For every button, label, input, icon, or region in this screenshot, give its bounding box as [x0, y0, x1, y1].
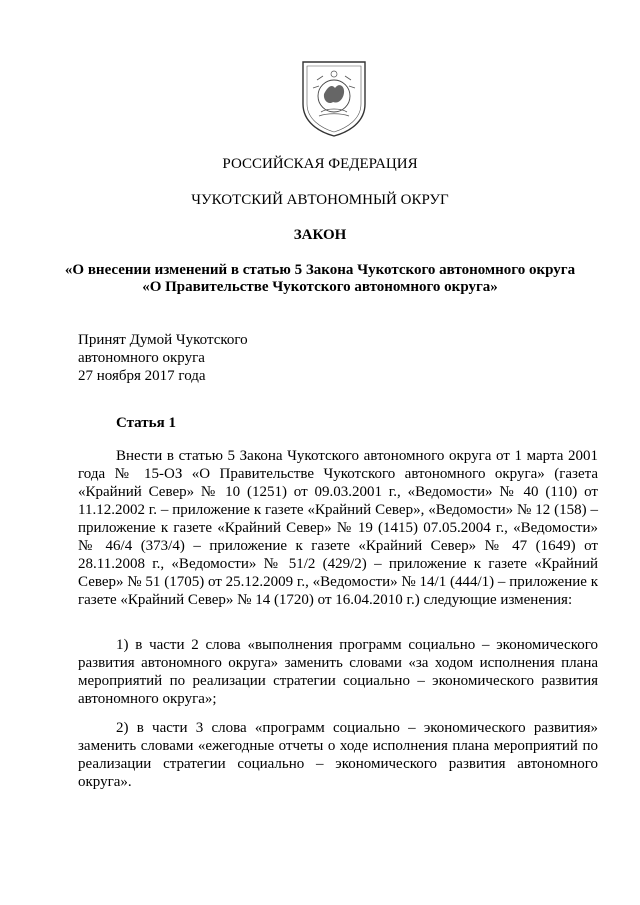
amendment-item-2: 2) в части 3 слова «программ социально – экономического развития» заменить словами «ежегодные отчеты о ходе исполнения плана мероприятий по реализации стратегии социально – экономического развития автономного округа».: [78, 720, 598, 790]
region-heading: ЧУКОТСКИЙ АВТОНОМНЫЙ ОКРУГ: [191, 192, 449, 208]
law-title-line-1: «О внесении изменений в статью 5 Закона Чукотского автономного округа: [64, 262, 576, 278]
law-title: [0, 262, 640, 296]
article-intro-paragraph: Внести в статью 5 Закона Чукотского автономного округа от 1 марта 2001 года № 15-ОЗ «О Правительстве Чукотского автономного округа» (газета «Крайний Север» № 10 (1251) от 09.03.2001 г., «Ведомости» № 40 (110) от 11.12.2002 г. – приложение к газете «Крайний Север», «Ведомости» № 12 (158) – приложение к газете «Крайний Север» № 19 (1415) 07.05.2004 г., «Ведомости» № 46/4 (373/4) – приложение к газете «Крайний Север» № 47 (1649) от 28.11.2008 г., «Ведомости» № 51/2 (429/2) – приложение к газете «Крайний Север» № 51 (1705) от 25.12.2009 г., «Ведомости» № 14/1 (444/1) – приложение к газете «Крайний Север» № 14 (1720) от 16.04.2010 г.) следующие изменения:: [78, 448, 598, 608]
article-heading: Статья 1: [116, 415, 176, 431]
adoption-block: [78, 331, 248, 385]
amendment-item-1: 1) в части 2 слова «выполнения программ социально – экономического развития автономного округа» заменить словами «за ходом исполнения плана мероприятий по реализации стратегии социально – экономического развития автономного округа»;: [78, 637, 598, 707]
adoption-date: 27 ноября 2017 года: [78, 368, 206, 384]
adoption-line-1: Принят Думой Чукотского: [78, 332, 248, 348]
adoption-line-2: автономного округа: [78, 350, 205, 366]
federation-heading: РОССИЙСКАЯ ФЕДЕРАЦИЯ: [222, 156, 418, 172]
document-type-heading: ЗАКОН: [293, 227, 347, 243]
coat-of-arms-icon: [299, 58, 369, 138]
law-title-line-2: «О Правительстве Чукотского автономного округа»: [142, 279, 498, 295]
